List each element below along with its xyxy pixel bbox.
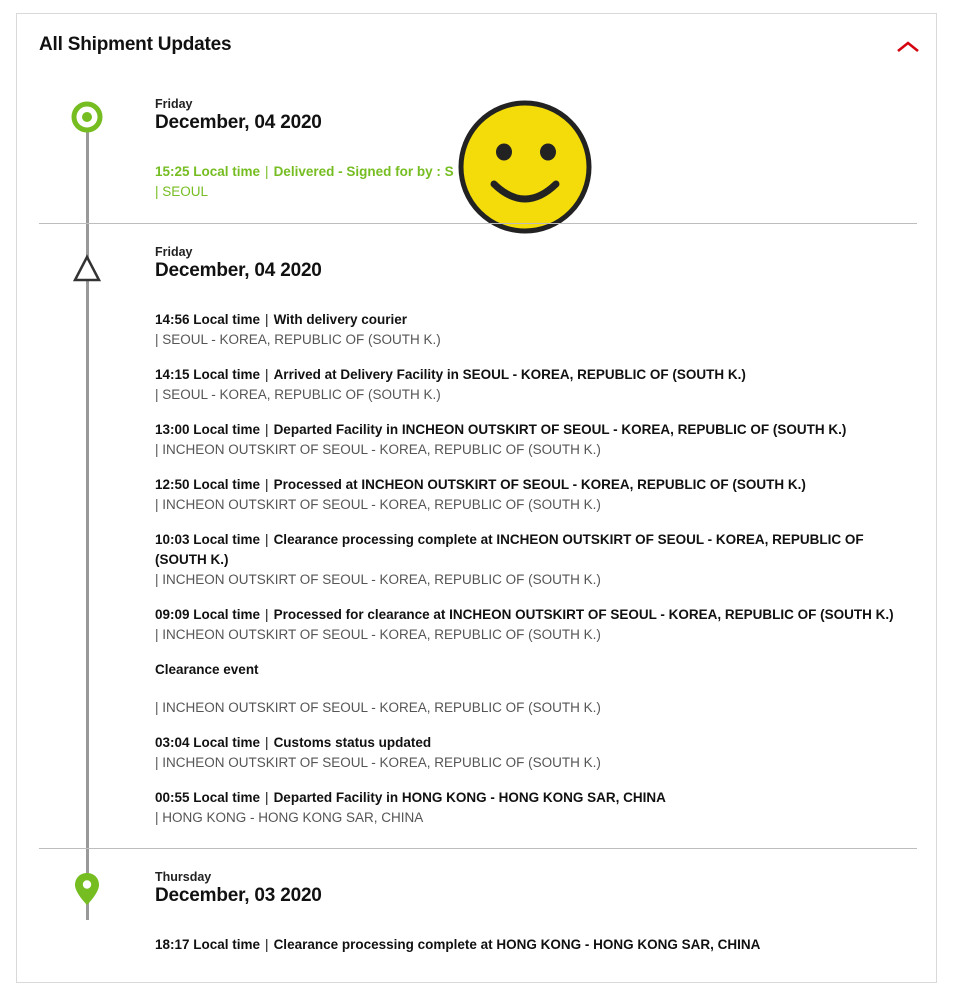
event-title: 14:15 Local time | Arrived at Delivery Facility in SEOUL - KOREA, REPUBLIC OF (SOUTH K.) [155, 367, 746, 382]
event-description: With delivery courier [273, 312, 407, 327]
group-divider [39, 848, 917, 849]
event-time: 15:25 Local time [155, 164, 261, 179]
event-location: | INCHEON OUTSKIRT OF SEOUL - KOREA, REPUBLIC OF (SOUTH K.) [155, 442, 601, 457]
group-date: December, 04 2020 [155, 260, 322, 281]
event-time: 13:00 Local time [155, 422, 261, 437]
event-title [155, 660, 905, 680]
event-title: 10:03 Local time | Clearance processing complete at INCHEON OUTSKIRT OF SEOUL - KOREA, REPUBLIC OF (SOUTH K.) [155, 532, 864, 567]
event-title: 12:50 Local time | Processed at INCHEON OUTSKIRT OF SEOUL - KOREA, REPUBLIC OF (SOUTH K.) [155, 477, 806, 492]
event-location: | INCHEON OUTSKIRT OF SEOUL - KOREA, REPUBLIC OF (SOUTH K.) [155, 497, 601, 512]
event-location: | INCHEON OUTSKIRT OF SEOUL - KOREA, REPUBLIC OF (SOUTH K.) [155, 627, 601, 642]
event-time: 18:17 Local time [155, 937, 261, 952]
event-location: | INCHEON OUTSKIRT OF SEOUL - KOREA, REPUBLIC OF (SOUTH K.) [155, 700, 601, 715]
event-location: | SEOUL - KOREA, REPUBLIC OF (SOUTH K.) [155, 332, 441, 347]
event-description: Delivered - Signed for by : S [273, 164, 454, 179]
event-description: Clearance processing complete at HONG KONG - HONG KONG SAR, CHINA [273, 937, 761, 952]
event-description: Processed at INCHEON OUTSKIRT OF SEOUL - KOREA, REPUBLIC OF (SOUTH K.) [273, 477, 806, 492]
event-location: | INCHEON OUTSKIRT OF SEOUL - KOREA, REPUBLIC OF (SOUTH K.) [155, 572, 601, 587]
event-title: 00:55 Local time | Departed Facility in HONG KONG - HONG KONG SAR, CHINA [155, 790, 666, 805]
event-time: 10:03 Local time [155, 532, 261, 547]
event-description: Clearance event [155, 662, 259, 677]
event-description: Departed Facility in INCHEON OUTSKIRT OF SEOUL - KOREA, REPUBLIC OF (SOUTH K.) [273, 422, 847, 437]
event-time: 00:55 Local time [155, 790, 261, 805]
event-title: 15:25 Local time | Delivered - Signed for by : S [155, 164, 454, 179]
event-title: 14:56 Local time | With delivery courier [155, 312, 407, 327]
event-time: 09:09 Local time [155, 607, 261, 622]
smiley-face-icon [458, 100, 592, 234]
event-location: | INCHEON OUTSKIRT OF SEOUL - KOREA, REPUBLIC OF (SOUTH K.) [155, 755, 601, 770]
group-divider [39, 223, 917, 224]
timeline-line [86, 120, 89, 920]
chevron-up-icon[interactable] [895, 38, 921, 54]
group-day: Thursday [155, 870, 212, 884]
event-time: 12:50 Local time [155, 477, 261, 492]
shipment-updates-panel [16, 13, 937, 983]
event-title: 09:09 Local time | Processed for clearance at INCHEON OUTSKIRT OF SEOUL - KOREA, REPUBLIC OF (SOUTH K.) [155, 607, 894, 622]
map-pin-icon [74, 872, 100, 906]
event-title: 13:00 Local time | Departed Facility in INCHEON OUTSKIRT OF SEOUL - KOREA, REPUBLIC OF (SOUTH K.) [155, 422, 847, 437]
event-description: Processed for clearance at INCHEON OUTSKIRT OF SEOUL - KOREA, REPUBLIC OF (SOUTH K.) [273, 607, 894, 622]
event-time: 03:04 Local time [155, 735, 261, 750]
target-icon [70, 100, 104, 134]
group-date: December, 03 2020 [155, 885, 322, 906]
event-description: Clearance processing complete at INCHEON OUTSKIRT OF SEOUL - KOREA, REPUBLIC OF (SOUTH K.) [155, 532, 864, 567]
event-description: Arrived at Delivery Facility in SEOUL - KOREA, REPUBLIC OF (SOUTH K.) [273, 367, 746, 382]
group-day: Friday [155, 245, 193, 259]
event-time: 14:56 Local time [155, 312, 261, 327]
triangle-icon [72, 254, 102, 284]
group-day: Friday [155, 97, 193, 111]
event-description: Departed Facility in HONG KONG - HONG KONG SAR, CHINA [273, 790, 666, 805]
event-description: Customs status updated [273, 735, 432, 750]
event-location: | SEOUL - KOREA, REPUBLIC OF (SOUTH K.) [155, 387, 441, 402]
group-date: December, 04 2020 [155, 112, 322, 133]
event-time: 14:15 Local time [155, 367, 261, 382]
section-title: All Shipment Updates [39, 34, 232, 55]
event-location: | HONG KONG - HONG KONG SAR, CHINA [155, 810, 424, 825]
event-title: 03:04 Local time | Customs status updated [155, 735, 432, 750]
event-location: | SEOUL [155, 184, 209, 199]
event-title: 18:17 Local time | Clearance processing complete at HONG KONG - HONG KONG SAR, CHINA [155, 937, 761, 952]
